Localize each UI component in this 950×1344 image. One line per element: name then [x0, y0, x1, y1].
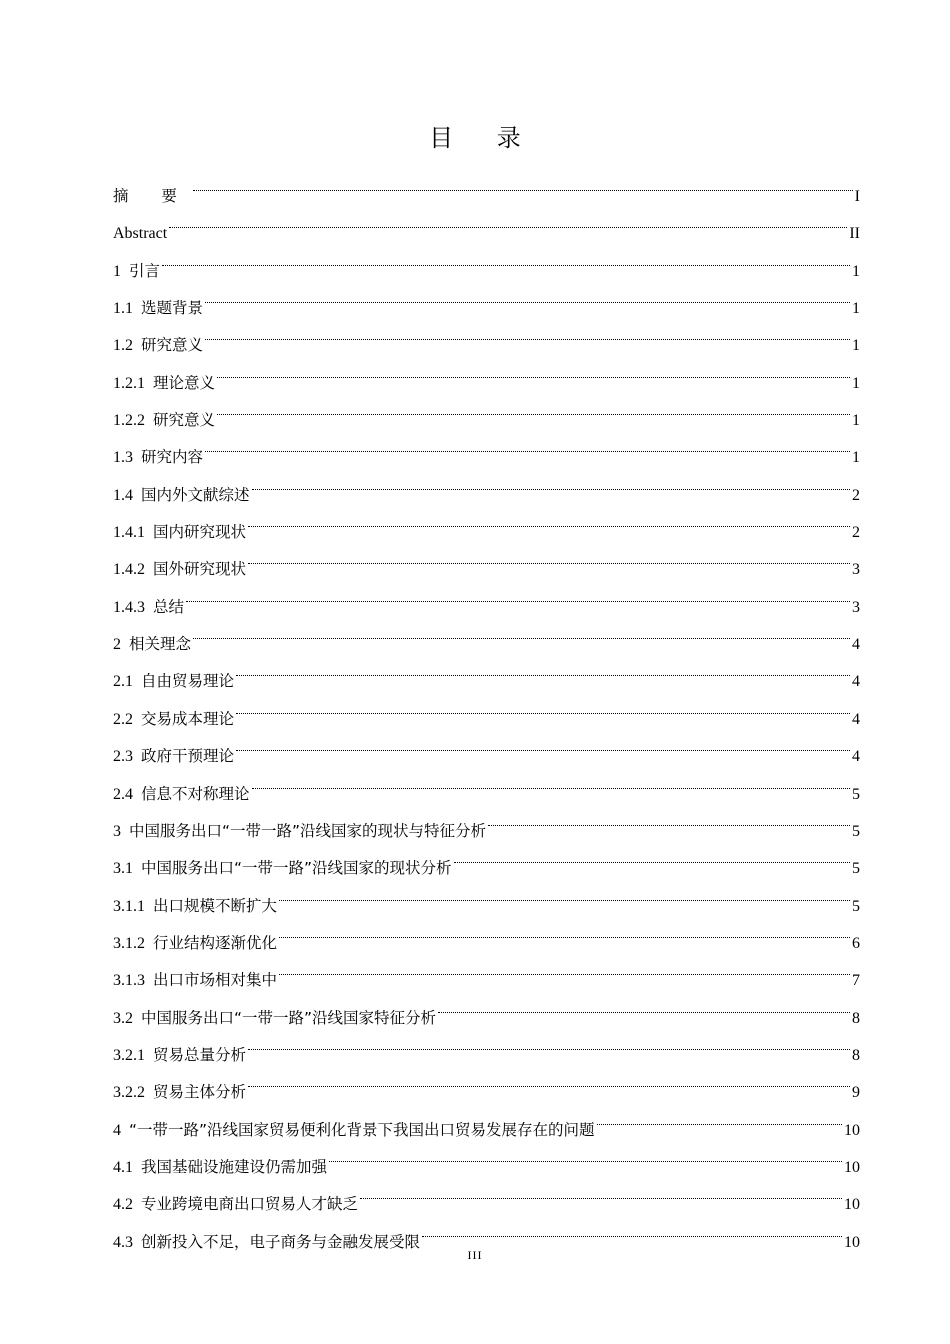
toc-entry-title: “一带一路”沿线国家贸易便利化背景下我国出口贸易发展存在的问题: [129, 1120, 595, 1139]
toc-entry-title: 信息不对称理论: [141, 784, 250, 803]
toc-entry-number: 1.1: [113, 300, 133, 318]
toc-page-number: 10: [844, 1158, 860, 1176]
toc-entry[interactable]: [113, 239, 860, 280]
toc-entry-title: 摘 要: [113, 187, 191, 205]
toc-entry-title: 政府干预理论: [141, 747, 235, 766]
toc-leader-dots: [162, 239, 850, 276]
toc-entry-number: 4.1: [113, 1158, 133, 1176]
toc-page-number: 1: [852, 374, 860, 392]
toc-entry-title: 国内外文献综述: [141, 485, 250, 504]
toc-entry-number: 2.3: [113, 748, 133, 766]
page-footer-number: III: [467, 1248, 483, 1262]
toc-entry-number: 1.3: [113, 449, 133, 467]
toc-page-number: 5: [852, 785, 860, 803]
toc-entry-title: 理论意义: [153, 373, 216, 392]
toc-page-number: 3: [852, 561, 860, 579]
toc-entry[interactable]: [113, 575, 860, 616]
toc-entry-title: 出口规模不断扩大: [153, 896, 278, 915]
toc-leader-dots: [193, 612, 850, 649]
toc-entry-number: 1: [113, 262, 121, 280]
toc-entry-title: 选题背景: [141, 299, 204, 318]
toc-entry-title: Abstract: [113, 225, 168, 243]
toc-leader-dots: [438, 986, 850, 1023]
toc-page-number: 1: [852, 262, 860, 280]
toc-entry-title: 中国服务出口“一带一路”沿线国家特征分析: [141, 1008, 437, 1027]
toc-entry[interactable]: [113, 425, 860, 467]
toc-entry-title: 研究意义: [141, 336, 204, 355]
toc-leader-dots: [252, 463, 850, 500]
toc-page-number: 1: [852, 449, 860, 467]
toc-leader-dots: [252, 762, 850, 799]
toc-entry-title: 中国服务出口“一带一路”沿线国家的现状与特征分析: [129, 821, 487, 840]
toc-entry-title: 研究意义: [153, 411, 216, 430]
toc-leader-dots: [193, 164, 853, 201]
toc-page-number: 3: [852, 598, 860, 616]
toc-entry-title: 创新投入不足，电子商务与金融发展受限: [141, 1232, 421, 1251]
toc-page-number: 1: [852, 337, 860, 355]
toc-entry-number: 3.2.1: [113, 1046, 145, 1064]
toc-leader-dots: [248, 1023, 850, 1060]
toc-leader-dots: [597, 1098, 842, 1135]
toc-entry-number: 4: [113, 1121, 121, 1139]
toc-entry-abstract-en[interactable]: [113, 201, 860, 243]
toc-page-number: 7: [852, 972, 860, 990]
toc-page-number: 10: [844, 1196, 860, 1214]
toc-page-number: 9: [852, 1084, 860, 1102]
toc-entry-number: 4.3: [113, 1233, 133, 1251]
toc-leader-dots: [279, 948, 850, 985]
toc-entry-title: 行业结构逐渐优化: [153, 933, 278, 952]
toc-entry-number: 4.2: [113, 1196, 133, 1214]
toc-entry[interactable]: [113, 388, 860, 430]
toc-entry[interactable]: [113, 649, 860, 691]
toc-entry-title: 我国基础设施建设仍需加强: [141, 1157, 328, 1176]
toc-entry-title: 贸易主体分析: [153, 1083, 247, 1102]
toc-entry-number: 3.1.1: [113, 897, 145, 915]
toc-leader-dots: [422, 1210, 842, 1247]
toc-leader-dots: [248, 1060, 850, 1097]
toc-entry-number: 3: [113, 822, 121, 840]
toc-leader-dots: [279, 874, 850, 911]
toc-page-number: 10: [844, 1121, 860, 1139]
toc-leader-dots: [186, 575, 850, 612]
toc-page-number: II: [849, 225, 860, 243]
toc-leader-dots: [205, 313, 850, 350]
toc-entry-number: 2.2: [113, 710, 133, 728]
toc-entry-title: 研究内容: [141, 448, 204, 467]
toc-entry-title: 中国服务出口“一带一路”沿线国家的现状分析: [141, 859, 452, 878]
toc-entry-number: 3.2: [113, 1009, 133, 1027]
toc-leader-dots: [279, 911, 850, 948]
toc-entry-number: 1.4.1: [113, 524, 145, 542]
toc-page-number: 2: [852, 524, 860, 542]
toc-leader-dots: [248, 537, 850, 574]
toc-leader-dots: [248, 500, 850, 537]
page-title: 目 录: [429, 124, 539, 152]
toc-entry[interactable]: [113, 276, 860, 318]
toc-page-number: 8: [852, 1046, 860, 1064]
toc-entry-number: 2.1: [113, 673, 133, 691]
toc-leader-dots: [205, 425, 850, 462]
toc-page-number: 1: [852, 412, 860, 430]
toc-page-number: 4: [852, 636, 860, 654]
toc-entry-number: 1.4.3: [113, 598, 145, 616]
toc-leader-dots: [217, 351, 850, 388]
toc-page-number: 2: [852, 486, 860, 504]
toc-leader-dots: [236, 724, 850, 761]
toc-entry-title: 贸易总量分析: [153, 1045, 247, 1064]
toc-entry-number: 2: [113, 636, 121, 654]
toc-entry[interactable]: [113, 612, 860, 654]
toc-entry[interactable]: [113, 351, 860, 392]
toc-entry-number: 1.2: [113, 337, 133, 355]
toc-page-number: 5: [852, 897, 860, 915]
toc-page-number: 6: [852, 934, 860, 952]
toc-entry-number: 1.2.2: [113, 412, 145, 430]
toc-entry-number: 1.4: [113, 486, 133, 504]
toc-leader-dots: [329, 1135, 842, 1172]
toc-entry-title: 国内研究现状: [153, 523, 247, 542]
toc-page-number: 1: [852, 300, 860, 318]
toc-entry-title: 自由贸易理论: [141, 672, 235, 691]
table-of-contents: [113, 164, 860, 1251]
toc-entry-title: 交易成本理论: [141, 709, 235, 728]
toc-entry-number: 1.4.2: [113, 561, 145, 579]
toc-leader-dots: [205, 276, 850, 313]
toc-entry-title: 总结: [153, 597, 185, 616]
toc-entry-number: 3.1.2: [113, 934, 145, 952]
toc-page-number: 4: [852, 748, 860, 766]
toc-page-number: 8: [852, 1009, 860, 1027]
toc-entry-number: 3.1.3: [113, 972, 145, 990]
toc-entry[interactable]: [113, 313, 860, 355]
toc-leader-dots: [454, 836, 850, 873]
toc-leader-dots: [236, 649, 850, 686]
toc-page-number: 4: [852, 673, 860, 691]
toc-entry-number: 3.2.2: [113, 1084, 145, 1102]
toc-leader-dots: [488, 799, 850, 836]
toc-entry-abstract-cn[interactable]: [113, 164, 860, 205]
toc-leader-dots: [169, 201, 847, 238]
toc-page-number: 5: [852, 860, 860, 878]
toc-page-number: 5: [852, 822, 860, 840]
toc-entry-title: 专业跨境电商出口贸易人才缺乏: [141, 1195, 359, 1214]
toc-entry-number: 2.4: [113, 785, 133, 803]
toc-entry-number: 3.1: [113, 860, 133, 878]
toc-entry-title: 引言: [129, 261, 161, 280]
toc-leader-dots: [217, 388, 850, 425]
toc-entry-title: 国外研究现状: [153, 560, 247, 579]
toc-leader-dots: [236, 687, 850, 724]
toc-page-number: I: [854, 188, 860, 205]
toc-page-number: 10: [844, 1233, 860, 1251]
toc-entry-title: 出口市场相对集中: [153, 971, 278, 990]
toc-page-number: 4: [852, 710, 860, 728]
toc-entry-number: 1.2.1: [113, 374, 145, 392]
toc-entry[interactable]: [113, 463, 860, 504]
toc-entry-title: 相关理念: [129, 635, 192, 654]
toc-leader-dots: [360, 1172, 842, 1209]
